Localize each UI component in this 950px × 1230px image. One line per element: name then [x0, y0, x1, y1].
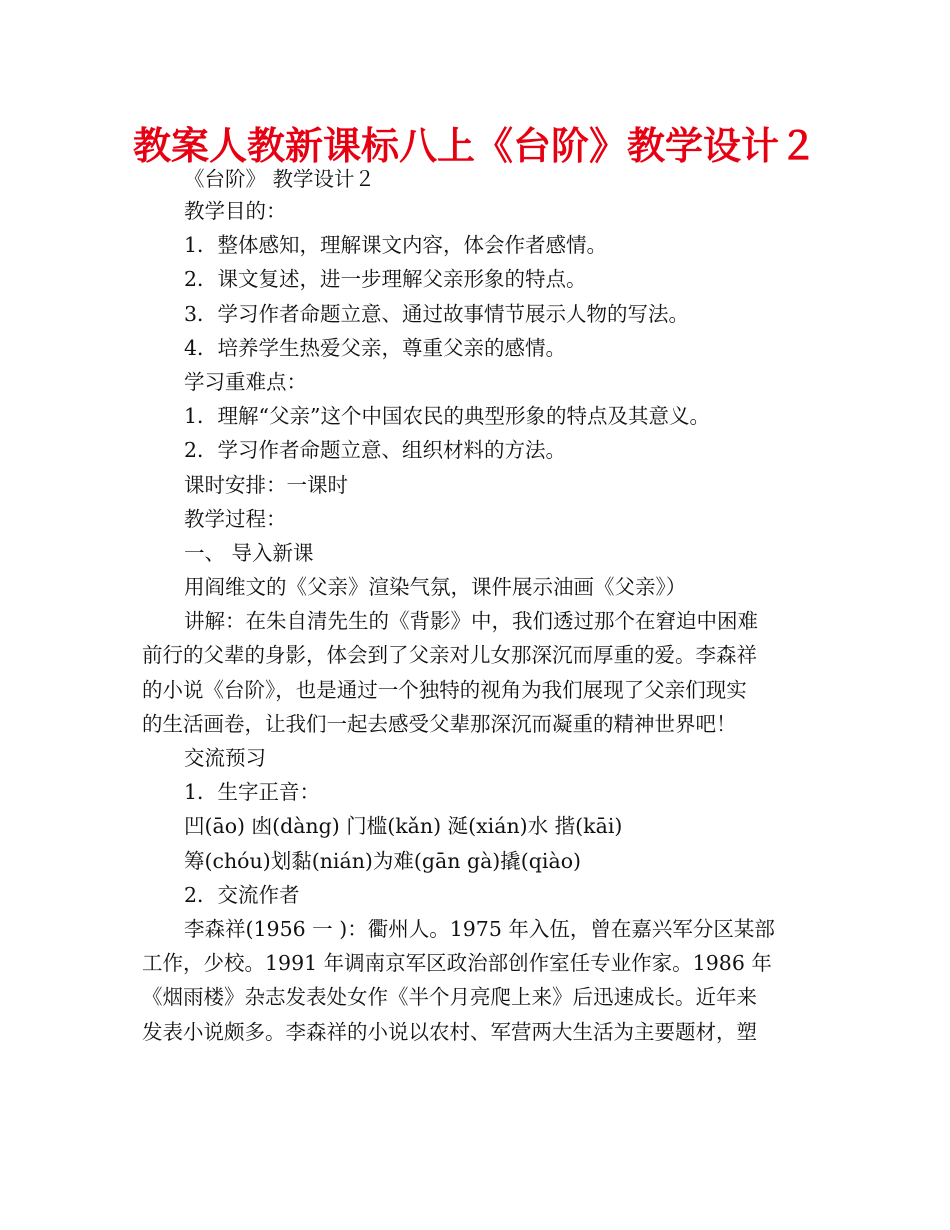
pronunciation-line: 凹(āo) 凼(dàng) 门槛(kǎn) 涎(xián)水 揩(kāi): [184, 814, 623, 839]
paragraph-line: 前行的父辈的身影，体会到了父亲对儿女那深沉而厚重的爱。李森祥: [142, 643, 757, 668]
heading-key-points: 学习重难点：: [184, 369, 307, 394]
key-point-1: 1．理解“父亲”这个中国农民的典型形象的特点及其意义。: [184, 404, 711, 429]
pronunciation-heading: 1．生字正音：: [184, 780, 321, 805]
author-heading: 2．交流作者: [184, 882, 300, 907]
goal-item-1: 1．整体感知，理解课文内容，体会作者感情。: [184, 233, 608, 258]
pronunciation-line: 筹(chóu)划黏(nián)为难(gān gà)撬(qiào): [184, 848, 582, 873]
heading-teaching-goals: 教学目的：: [184, 199, 287, 223]
author-paragraph-line: 发表小说颇多。李森祥的小说以农村、军营两大生活为主要题材，塑: [142, 1019, 757, 1044]
author-paragraph-line: 工作，少校。1991 年调南京军区政治部创作室任专业作家。1986 年: [142, 951, 772, 976]
key-point-2: 2．学习作者命题立意、组织材料的方法。: [184, 438, 567, 463]
subtitle-line: 《台阶》 教学设计２: [184, 167, 376, 191]
document-title: 教案人教新课标八上《台阶》教学设计２: [132, 124, 817, 168]
intro-line: 用阎维文的《父亲》渲染气氛，课件展示油画《父亲》）: [184, 575, 687, 600]
heading-preview: 交流预习: [184, 746, 266, 770]
goal-item-4: 4．培养学生热爱父亲，尊重父亲的感情。: [184, 335, 567, 360]
paragraph-line: 的生活画卷，让我们一起去感受父辈那深沉而凝重的精神世界吧！: [142, 711, 737, 736]
paragraph-line: 的小说《台阶》，也是通过一个独特的视角为我们展现了父亲们现实: [142, 677, 747, 702]
schedule-line: 课时安排：一课时: [184, 472, 348, 497]
goal-item-2: 2．课文复述，进一步理解父亲形象的特点。: [184, 267, 587, 292]
author-paragraph-line: 《烟雨楼》杂志发表处女作《半个月亮爬上来》后迅速成长。近年来: [142, 985, 757, 1010]
section-intro-heading: 一、 导入新课: [184, 540, 314, 565]
paragraph-line: 讲解：在朱自清先生的《背影》中，我们透过那个在窘迫中困难: [184, 609, 758, 634]
goal-item-3: 3．学习作者命题立意、通过故事情节展示人物的写法。: [184, 301, 690, 326]
author-paragraph-line: 李森祥(1956 一 )：衢州人。1975 年入伍，曾在嘉兴军分区某部: [184, 916, 775, 941]
document-body: [142, 164, 812, 1049]
heading-process: 教学过程：: [184, 506, 287, 531]
